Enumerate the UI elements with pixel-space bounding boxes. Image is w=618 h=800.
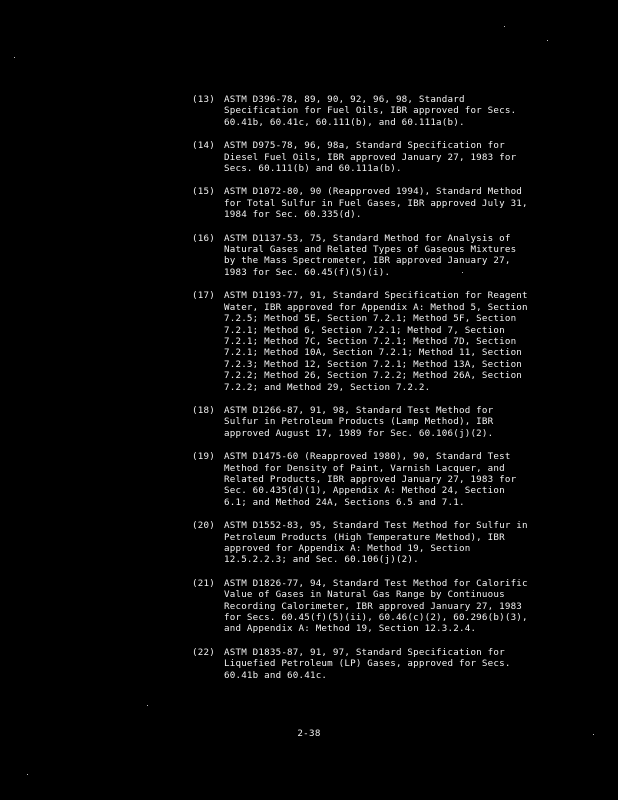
scan-speck (14, 57, 15, 58)
reference-line: ASTM D1475-60 (Reapproved 1980), 90, Standard Test (224, 451, 511, 463)
reference-entry (192, 405, 564, 439)
reference-text (224, 578, 528, 635)
reference-text (224, 94, 516, 128)
reference-number: (16) (192, 232, 215, 244)
reference-number: (14) (192, 140, 215, 152)
reference-text (224, 290, 528, 393)
reference-line: 60.41b and 60.41c. (224, 669, 328, 681)
reference-line: 60.41b, 60.41c, 60.111(b), and 60.111a(b). (224, 116, 465, 128)
reference-entry (192, 451, 564, 508)
reference-entry (192, 94, 564, 128)
reference-line: Sulfur in Petroleum Products (Lamp Method), IBR (224, 416, 494, 428)
reference-line: 7.2.2; and Method 29, Section 7.2.2. (224, 381, 431, 393)
reference-text (224, 233, 516, 279)
reference-text (224, 647, 511, 681)
reference-number: (22) (192, 646, 215, 658)
reference-line: Petroleum Products (High Temperature Method), IBR (224, 531, 505, 543)
reference-entry (192, 233, 564, 279)
reference-line: ASTM D975-78, 96, 98a, Standard Specification for (224, 140, 505, 152)
reference-line: 1983 for Sec. 60.45(f)(5)(i). (224, 266, 391, 278)
reference-entry (192, 520, 564, 566)
reference-text (224, 186, 528, 220)
scan-speck (462, 272, 463, 273)
reference-line: ASTM D1193-77, 91, Standard Specification for Reagent (224, 290, 528, 302)
page-number: 2-38 (297, 728, 321, 739)
scan-speck (593, 734, 594, 735)
reference-line: 7.2.1; Method 6, Section 7.2.1; Method 7, Section (224, 324, 505, 336)
reference-line: Diesel Fuel Oils, IBR approved January 27, 1983 for (224, 151, 517, 163)
reference-line: Recording Calorimeter, IBR approved January 27, 1983 (224, 600, 523, 612)
reference-line: ASTM D396-78, 89, 90, 92, 96, 98, Standard (224, 94, 465, 105)
reference-number: (15) (192, 186, 215, 198)
reference-line: ASTM D1552-83, 95, Standard Test Method for Sulfur in (224, 520, 528, 532)
reference-line: Value of Gases in Natural Gas Range by Continuous (224, 589, 505, 601)
reference-line: ASTM D1137-53, 75, Standard Method for Analysis of (224, 232, 511, 244)
reference-line: by the Mass Spectrometer, IBR approved January 27, (224, 255, 511, 267)
reference-line: Sec. 60.435(d)(1), Appendix A: Method 24, Section (224, 485, 505, 497)
reference-line: 12.5.2.2.3; and Sec. 60.106(j)(2). (224, 554, 419, 566)
reference-line: ASTM D1835-87, 91, 97, Standard Specification for (224, 646, 505, 658)
reference-line: 7.2.5; Method 5E, Section 7.2.1; Method 5F, Section (224, 313, 517, 325)
reference-line: Method for Density of Paint, Varnish Lacquer, and (224, 462, 505, 474)
reference-line: 7.2.3; Method 12, Section 7.2.1; Method 13A, Section (224, 358, 523, 370)
reference-line: Liquefied Petroleum (LP) Gases, approved for Secs. (224, 658, 511, 670)
reference-entry (192, 647, 564, 681)
reference-text (224, 451, 516, 508)
reference-list (192, 94, 564, 681)
reference-line: ASTM D1826-77, 94, Standard Test Method for Calorific (224, 577, 528, 589)
reference-line: Natural Gases and Related Types of Gaseous Mixtures (224, 244, 517, 256)
reference-number: (20) (192, 520, 215, 532)
reference-line: 7.2.1; Method 10A, Section 7.2.1; Method 11, Section (224, 347, 523, 359)
reference-entry (192, 140, 564, 174)
reference-line: ASTM D1266-87, 91, 98, Standard Test Method for (224, 404, 494, 416)
scan-speck (504, 26, 505, 27)
scan-speck (547, 40, 548, 41)
reference-line: and Appendix A: Method 19, Section 12.3.2.4. (224, 623, 477, 635)
scan-speck (27, 774, 28, 775)
reference-entry (192, 578, 564, 635)
reference-line: approved for Appendix A: Method 19, Section (224, 543, 471, 554)
reference-text (224, 140, 516, 174)
reference-line: Specification for Fuel Oils, IBR approved for Secs. (224, 105, 517, 117)
reference-line: Water, IBR approved for Appendix A: Method 5, Section (224, 301, 528, 313)
reference-line: for Total Sulfur in Fuel Gases, IBR approved July 31, (224, 197, 528, 209)
reference-number: (13) (192, 94, 215, 105)
reference-entry (192, 186, 564, 220)
scan-speck (147, 705, 148, 706)
reference-line: 7.2.2; Method 26, Section 7.2.2; Method 26A, Section (224, 370, 523, 382)
reference-line: for Secs. 60.45(f)(5)(ii), 60.46(c)(2), 60.296(b)(3), (224, 612, 528, 624)
reference-number: (18) (192, 404, 215, 416)
reference-line: 7.2.1; Method 7C, Section 7.2.1; Method 7D, Section (224, 335, 517, 347)
reference-text (224, 405, 493, 439)
reference-line: 6.1; and Method 24A, Sections 6.5 and 7.1. (224, 496, 465, 508)
reference-line: Secs. 60.111(b) and 60.111a(b). (224, 163, 402, 175)
reference-line: approved August 17, 1989 for Sec. 60.106(j)(2). (224, 427, 494, 439)
reference-line: Related Products, IBR approved January 27, 1983 for (224, 473, 517, 485)
reference-number: (19) (192, 451, 215, 463)
reference-number: (21) (192, 577, 215, 589)
reference-entry (192, 290, 564, 393)
reference-line: ASTM D1072-80, 90 (Reapproved 1994), Standard Method (224, 186, 523, 198)
reference-number: (17) (192, 290, 215, 302)
reference-line: 1984 for Sec. 60.335(d). (224, 209, 362, 221)
reference-text (224, 520, 528, 566)
